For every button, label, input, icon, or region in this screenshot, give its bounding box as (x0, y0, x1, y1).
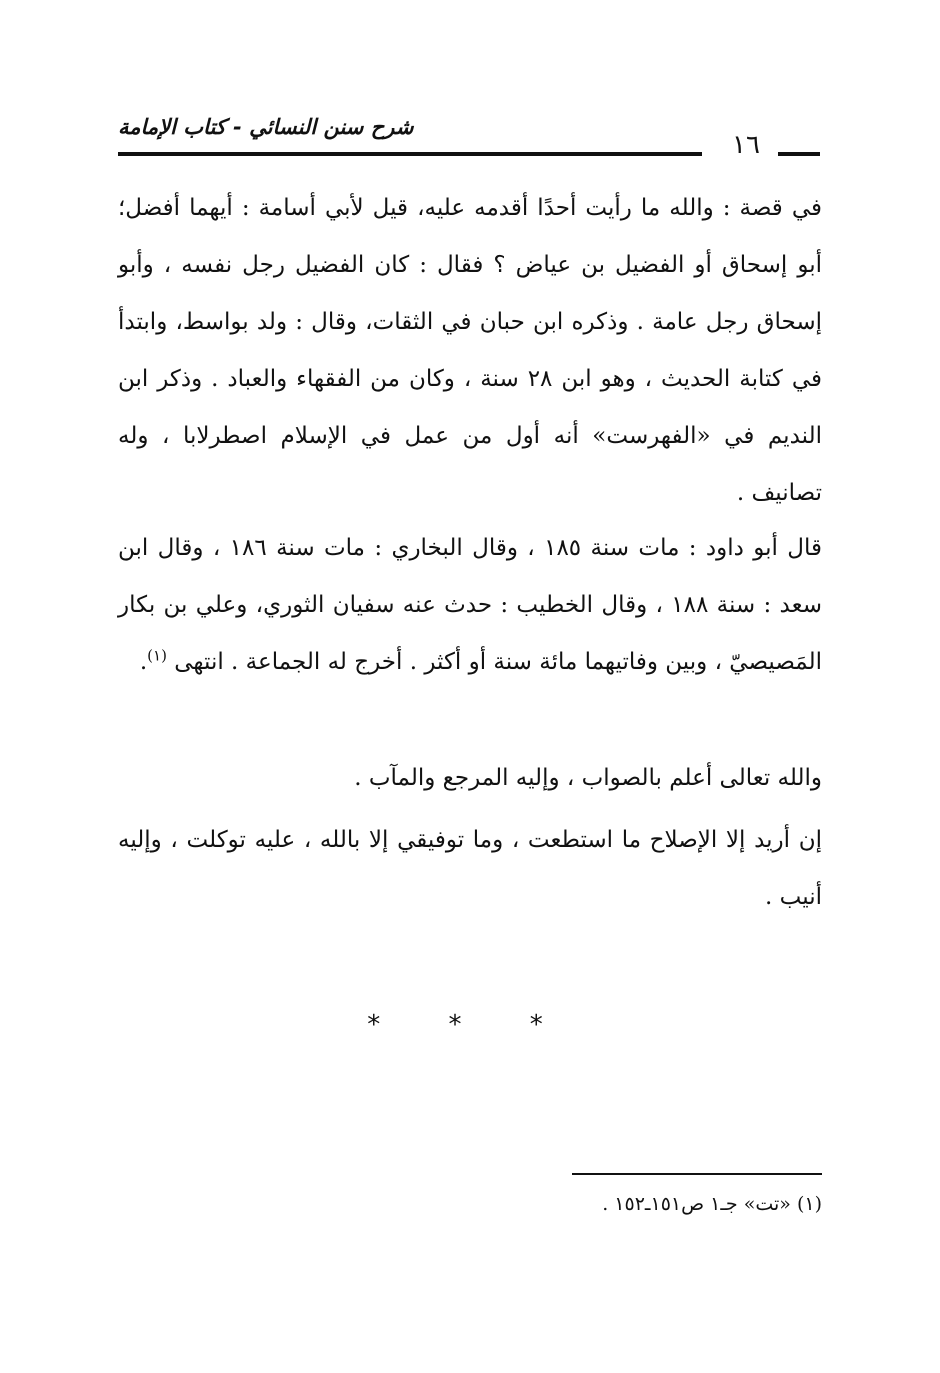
header-rule (118, 152, 702, 156)
paragraph-closing-verse: إن أريد إلا الإصلاح ما استطعت ، وما توفيقي إلا بالله ، عليه توكلت ، وإليه أنيب . (118, 827, 822, 910)
paragraph-end-mark: . (139, 649, 148, 675)
page-number-rule (778, 152, 820, 156)
paragraph-death-dates (118, 520, 822, 691)
paragraph-death-dates-text: قال أبو داود : مات سنة ١٨٥ ، وقال البخاري : مات سنة ١٨٦ ، وقال ابن سعد : سنة ١٨٨ ، وقال الخطيب : حدث عنه سفيان الثوري، وعلي بن بكار المَصيصيّ ، وبين وفاتيهما مائة سنة أو أكثر . أخرج له الجماعة . انتهى (118, 535, 822, 675)
paragraph-closing-prayer: والله تعالى أعلم بالصواب ، وإليه المرجع والمآب . (354, 765, 822, 791)
running-header-title: شرح سنن النسائي - كتاب الإمامة (118, 115, 414, 139)
paragraph-biography: في قصة : والله ما رأيت أحدًا أقدمه عليه، قيل لأبي أسامة : أيهما أفضل؛ أبو إسحاق أو الفضيل بن عياض ؟ فقال : كان الفضيل رجل نفسه ، وأبو إسحاق رجل عامة . وذكره ابن حبان في الثقات، وقال : ولد بواسط، وابتدأ في كتابة الحديث ، وهو ابن ٢٨ سنة ، وكان من الفقهاء والعباد . وذكر ابن النديم في «الفهرست» أنه أول من عمل في الإسلام اصطرلابا ، وله تصانيف . (118, 195, 822, 506)
footnote-rule (572, 1173, 822, 1175)
page-number: ١٦ (732, 130, 760, 160)
footnote-reference-marker[interactable]: (١) (147, 646, 167, 665)
section-separator-asterisks: * * * (367, 1010, 573, 1040)
footnote-text: (١) «تت» جـ١ ص١٥١ـ١٥٢ . (602, 1193, 822, 1215)
